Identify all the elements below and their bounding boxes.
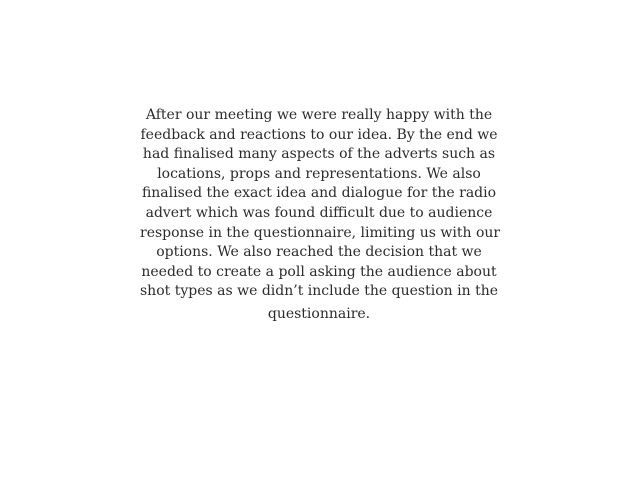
- body-paragraph: [140, 106, 501, 325]
- paragraph-line: options. We also reached the decision that we: [156, 244, 482, 261]
- paragraph-line: After our meeting we were really happy with the: [145, 107, 493, 123]
- paragraph-line: locations, props and representations. We also: [157, 165, 481, 182]
- paragraph-line: finalised the exact idea and dialogue for the radio: [141, 185, 497, 202]
- paragraph-line: advert which was found difficult due to audience: [145, 204, 493, 221]
- paragraph-line: questionnaire.: [267, 305, 371, 322]
- paragraph-line: needed to create a poll asking the audience about: [141, 263, 497, 280]
- paragraph-line: response in the questionnaire, limiting us with our: [140, 224, 501, 241]
- paragraph-line: had finalised many aspects of the adverts such as: [142, 146, 496, 163]
- paragraph-line: feedback and reactions to our idea. By the end we: [140, 126, 498, 143]
- paragraph-line: shot types as we didn’t include the question in the: [140, 283, 498, 300]
